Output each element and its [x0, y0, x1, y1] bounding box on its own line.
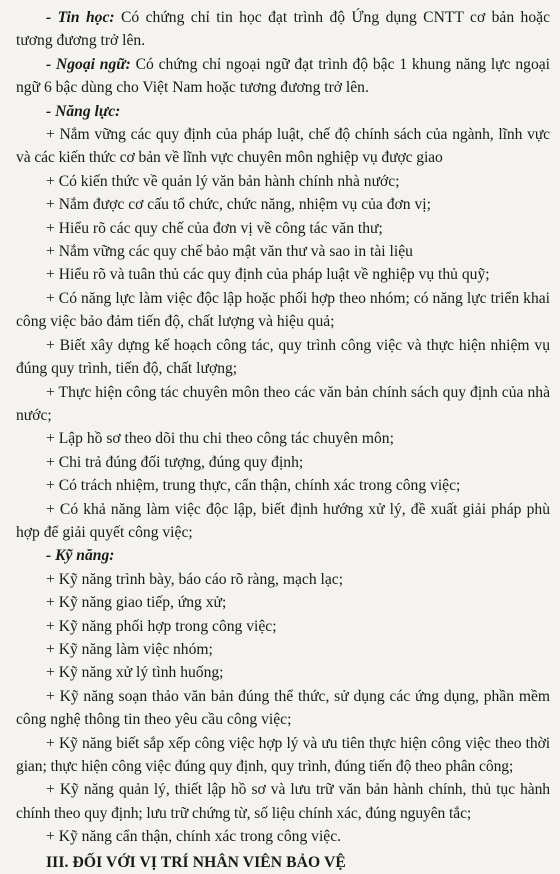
ky-nang-item: + Kỹ năng giao tiếp, ứng xử;: [46, 594, 227, 612]
ky-nang-heading: - Kỹ năng:: [46, 547, 115, 565]
ky-nang-item: + Kỹ năng xử lý tình huống;: [46, 664, 224, 682]
nang-luc-item: + Lập hồ sơ theo dõi thu chi theo công tác chuyên môn;: [46, 430, 394, 448]
nang-luc-item: + Có năng lực làm việc độc lập hoặc phối hợp theo nhóm; có năng lực triển khai công việc bảo đảm tiến độ, chất lượng và hiệu quả;: [16, 289, 550, 331]
ky-nang-item: + Kỹ năng cẩn thận, chính xác trong công việc.: [46, 828, 342, 846]
nang-luc-item: + Chi trả đúng đối tượng, đúng quy định;: [46, 453, 304, 471]
ngoai-ngu-paragraph: [16, 53, 550, 100]
nang-luc-item: + Có trách nhiệm, trung thực, cẩn thận, chính xác trong công việc;: [46, 477, 461, 495]
ngoai-ngu-text: Có chứng chỉ ngoại ngữ đạt trình độ bậc 1 khung năng lực ngoại ngữ 6 bậc dùng cho Việt Nam hoặc tương đương trở lên.: [16, 55, 550, 97]
nang-luc-item: + Có kiến thức về quản lý văn bản hành chính nhà nước;: [46, 172, 400, 190]
nang-luc-item: + Nắm vững các quy định của pháp luật, chế độ chính sách của ngành, lĩnh vực và các kiến thức cơ bản về lĩnh vực chuyên môn nghiệp vụ được giao: [16, 126, 550, 167]
ky-nang-item: + Kỹ năng làm việc nhóm;: [46, 640, 213, 658]
nang-luc-item: + Hiểu rõ và tuân thủ các quy định của pháp luật về nghiệp vụ thủ quỹ;: [46, 266, 490, 284]
nang-luc-item: + Biết xây dựng kế hoạch công tác, quy trình công việc và thực hiện nhiệm vụ đúng quy trình, tiến độ, chất lượng;: [16, 336, 550, 378]
nang-luc-heading: - Năng lực:: [46, 102, 121, 120]
ky-nang-item: + Kỹ năng soạn thảo văn bản đúng thể thức, sử dụng các ứng dụng, phần mềm công nghệ thông tin theo yêu cầu công việc;: [16, 687, 550, 729]
nang-luc-item: + Hiểu rõ các quy chế của đơn vị về công tác văn thư;: [46, 219, 383, 237]
ky-nang-item: + Kỹ năng quản lý, thiết lập hồ sơ và lưu trữ văn bản hành chính, thủ tục hành chính theo quy định; lưu trữ chứng từ, số liệu chính xác, đúng nguyên tắc;: [16, 781, 550, 822]
ngoai-ngu-label: - Ngoại ngữ:: [46, 55, 131, 73]
tin-hoc-paragraph: [16, 6, 550, 53]
nang-luc-item: + Nắm vững các quy chế bảo mật văn thư và sao in tài liệu: [46, 243, 413, 261]
ky-nang-item: + Kỹ năng biết sắp xếp công việc hợp lý và ưu tiên thực hiện công việc theo thời gian; thực hiện công việc đúng quy định, quy trình, đúng tiến độ theo phân công;: [16, 734, 550, 775]
tin-hoc-text: Có chứng chỉ tin học đạt trình độ Ứng dụng CNTT cơ bản hoặc tương đương trở lên.: [16, 9, 550, 50]
section-title: III. ĐỐI VỚI VỊ TRÍ NHÂN VIÊN BẢO VỆ: [46, 853, 346, 871]
nang-luc-item: + Thực hiện công tác chuyên môn theo các văn bản chính sách quy định của nhà nước;: [16, 383, 550, 424]
ky-nang-item: + Kỹ năng trình bày, báo cáo rõ ràng, mạch lạc;: [46, 570, 344, 588]
tin-hoc-label: - Tin học:: [46, 9, 115, 26]
nang-luc-item: + Nắm được cơ cấu tổ chức, chức năng, nhiệm vụ của đơn vị;: [46, 196, 431, 214]
ky-nang-item: + Kỹ năng phối hợp trong công việc;: [46, 617, 277, 635]
nang-luc-item: + Có khả năng làm việc độc lập, biết định hướng xử lý, đề xuất giải pháp phù hợp để giải quyết công việc;: [16, 500, 550, 541]
